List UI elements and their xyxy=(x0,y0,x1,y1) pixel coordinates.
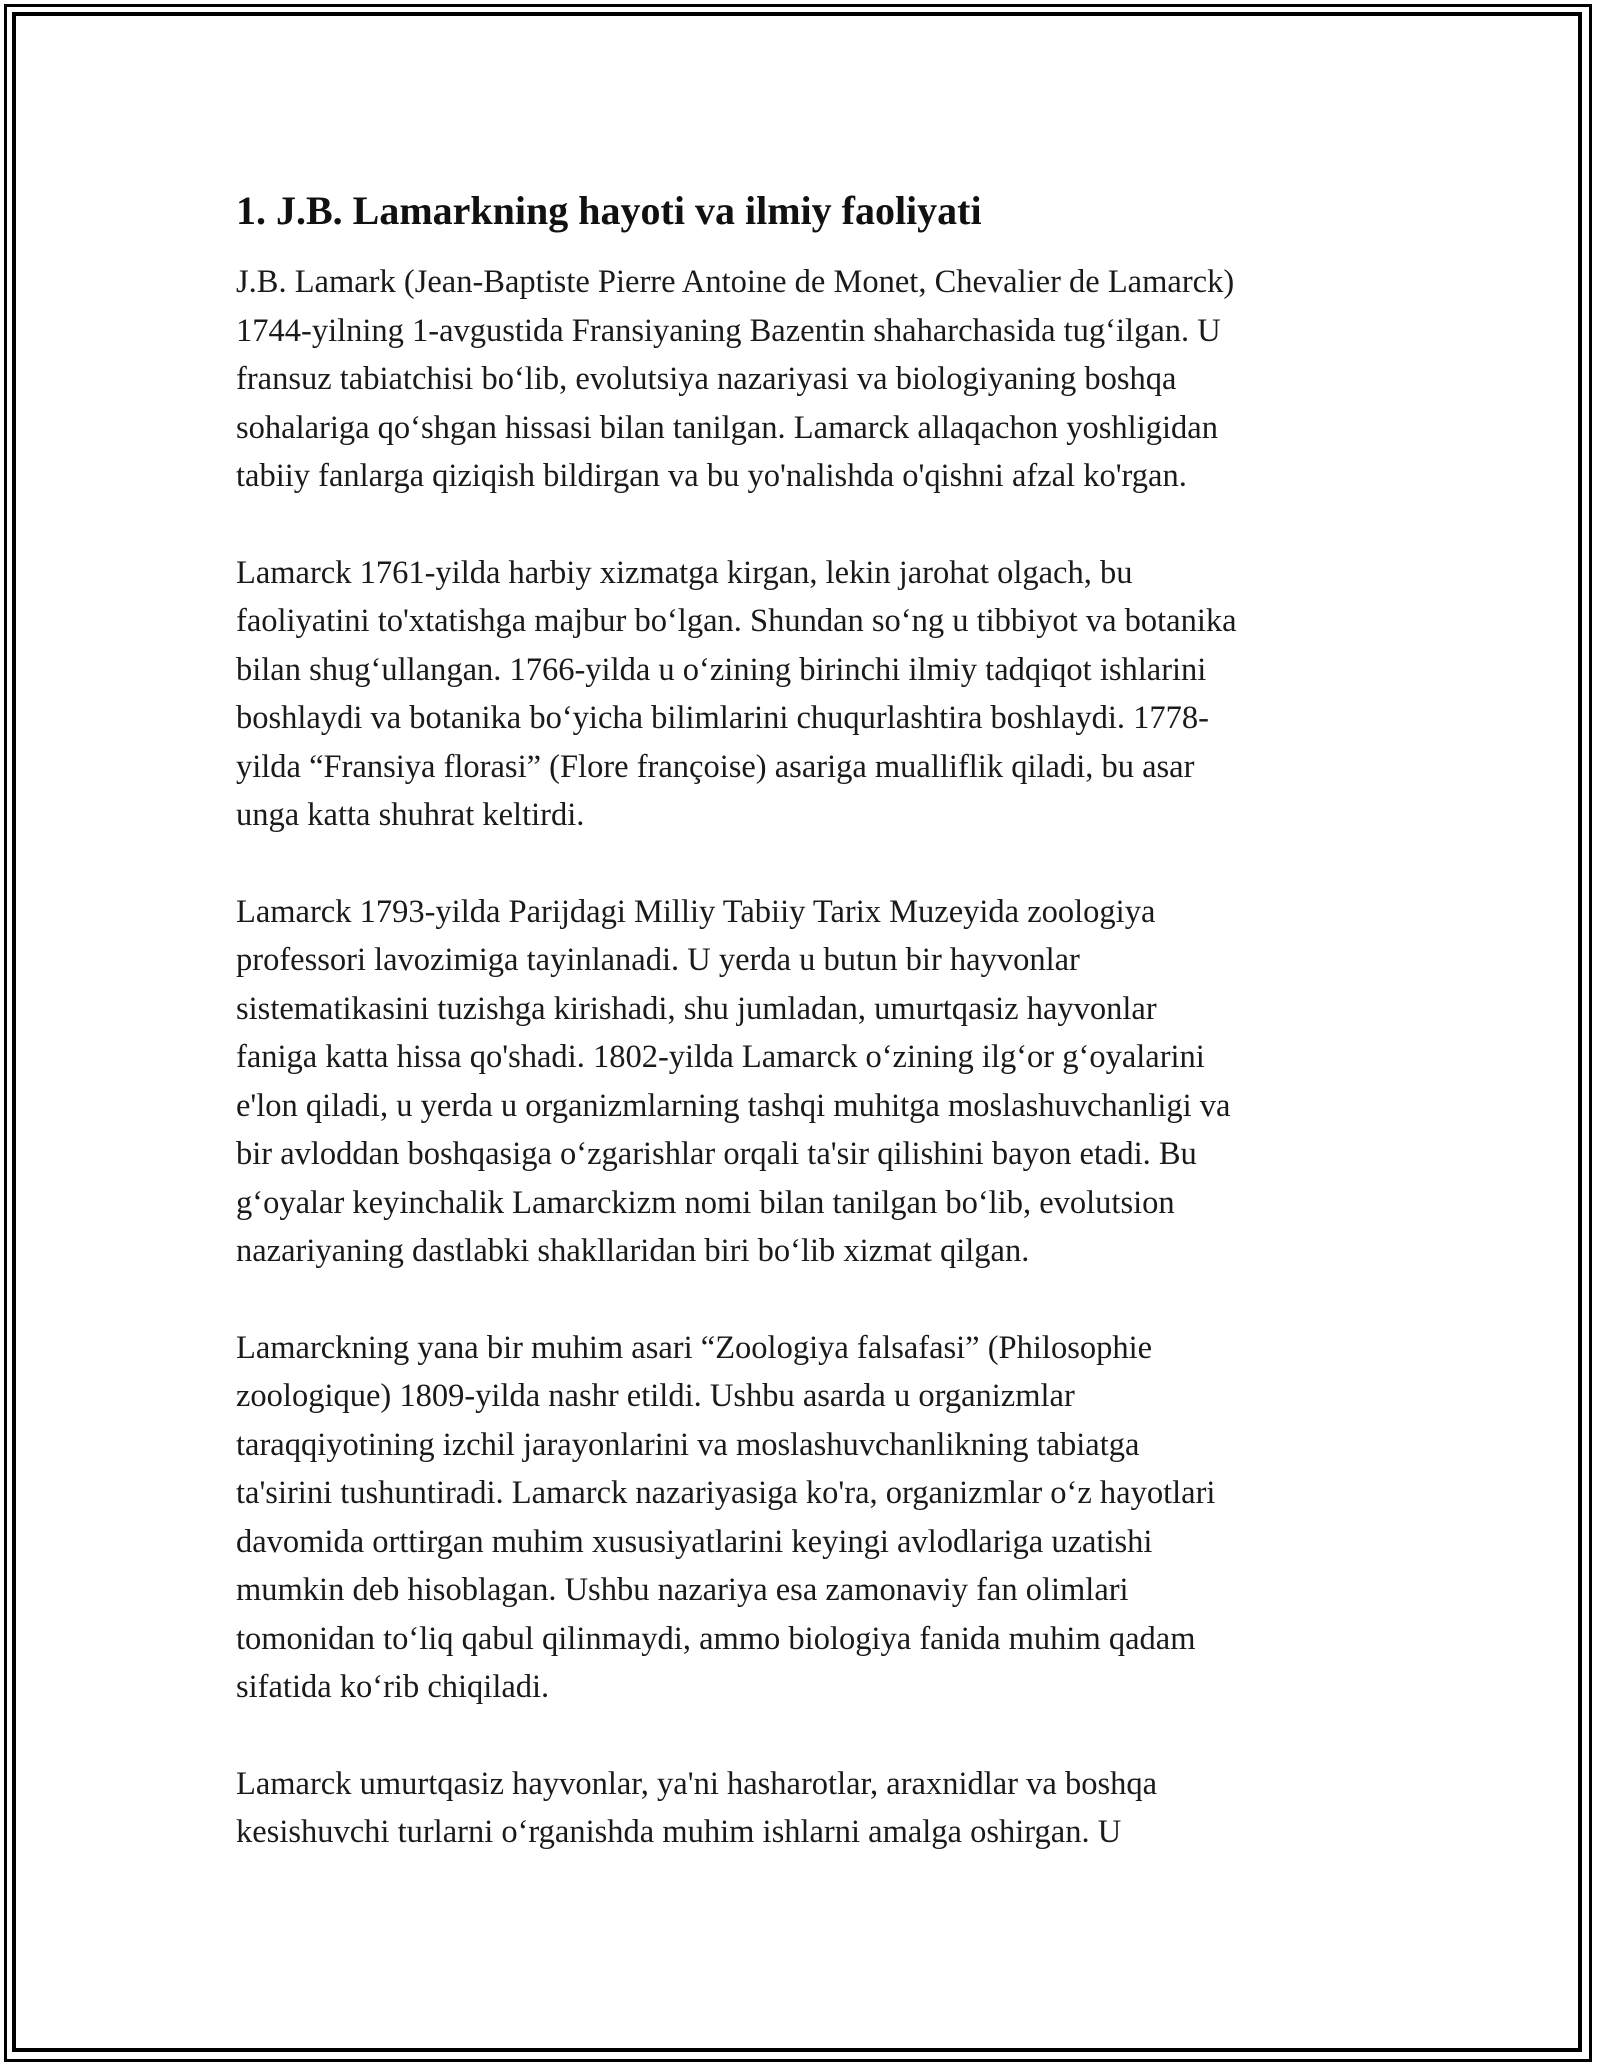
paragraph-2 xyxy=(236,549,1386,840)
text-line: kesishuvchi turlarni o‘rganishda muhim ishlarni amalga oshirgan. U xyxy=(236,1814,1122,1850)
text-line: sistematikasini tuzishga kirishadi, shu jumladan, umurtqasiz hayvonlar xyxy=(236,990,1157,1027)
text-line: g‘oyalar keyinchalik Lamarckizm nomi bilan tanilgan bo‘lib, evolutsion xyxy=(236,1184,1175,1221)
text-line: Lamarckning yana bir muhim asari “Zoologiya falsafasi” (Philosophie xyxy=(236,1329,1153,1366)
text-line: faniga katta hissa qo'shadi. 1802-yilda Lamarck o‘zining ilg‘or g‘oyalarini xyxy=(236,1039,1205,1075)
text-line: J.B. Lamark (Jean-Baptiste Pierre Antoine de Monet, Chevalier de Lamarck) xyxy=(236,264,1235,300)
text-line: Lamarck 1793-yilda Parijdagi Milliy Tabiiy Tarix Muzeyida zoologiya xyxy=(236,893,1156,930)
text-line: tabiiy fanlarga qiziqish bildirgan va bu yo'nalishda o'qishni afzal ko'rgan. xyxy=(236,458,1187,494)
text-line: davomida orttirgan muhim xususiyatlarini keyingi avlodlariga uzatishi xyxy=(236,1523,1153,1560)
text-line: sifatida ko‘rib chiqiladi. xyxy=(236,1669,550,1705)
text-line: tomonidan to‘liq qabul qilinmaydi, ammo biologiya fanida muhim qadam xyxy=(236,1620,1196,1657)
text-line: zoologique) 1809-yilda nashr etildi. Ushbu asarda u organizmlar xyxy=(236,1378,1075,1414)
text-line: bilan shug‘ullangan. 1766-yilda u o‘zining birinchi ilmiy tadqiqot ishlarini xyxy=(236,651,1207,688)
document-body xyxy=(236,184,1386,1905)
text-line: mumkin deb hisoblagan. Ushbu nazariya esa zamonaviy fan olimlari xyxy=(236,1572,1129,1608)
text-line: ta'sirini tushuntiradi. Lamarck nazariyasiga ko'ra, organizmlar o‘z hayotlari xyxy=(236,1475,1216,1511)
text-line: yilda “Fransiya florasi” (Flore françoise) asariga mualliflik qiladi, bu asar xyxy=(236,748,1195,785)
text-line: bir avloddan boshqasiga o‘zgarishlar orqali ta'sir qilishini bayon etadi. Bu xyxy=(236,1136,1197,1172)
text-line: professori lavozimiga tayinlanadi. U yerda u butun bir hayvonlar xyxy=(236,942,1080,978)
text-line: Lamarck 1761-yilda harbiy xizmatga kirgan, lekin jarohat olgach, bu xyxy=(236,554,1133,591)
paragraph-5 xyxy=(236,1760,1386,1857)
section-heading: 1. J.B. Lamarkning hayoti va ilmiy faoliyati xyxy=(236,188,982,233)
paragraph-3 xyxy=(236,888,1386,1276)
text-line: e'lon qiladi, u yerda u organizmlarning tashqi muhitga moslashuvchanligi va xyxy=(236,1087,1231,1124)
text-line: sohalariga qo‘shgan hissasi bilan tanilgan. Lamarck allaqachon yoshligidan xyxy=(236,409,1218,446)
text-line: taraqqiyotining izchil jarayonlarini va moslashuvchanlikning tabiatga xyxy=(236,1426,1140,1463)
text-line: faoliyatini to'xtatishga majbur bo‘lgan. Shundan so‘ng u tibbiyot va botanika xyxy=(236,603,1237,639)
text-line: 1744-yilning 1-avgustida Fransiyaning Bazentin shaharchasida tug‘ilgan. U xyxy=(236,312,1221,349)
text-line: nazariyaning dastlabki shakllaridan biri bo‘lib xizmat qilgan. xyxy=(236,1233,1030,1269)
text-line: boshlaydi va botanika bo‘yicha bilimlarini chuqurlashtira boshlaydi. 1778- xyxy=(236,700,1209,736)
text-line: fransuz tabiatchisi bo‘lib, evolutsiya nazariyasi va biologiyaning boshqa xyxy=(236,361,1177,397)
text-line: Lamarck umurtqasiz hayvonlar, ya'ni hasharotlar, araxnidlar va boshqa xyxy=(236,1765,1158,1802)
paragraph-1 xyxy=(236,258,1386,501)
text-line: unga katta shuhrat keltirdi. xyxy=(236,797,585,833)
paragraph-4 xyxy=(236,1324,1386,1712)
